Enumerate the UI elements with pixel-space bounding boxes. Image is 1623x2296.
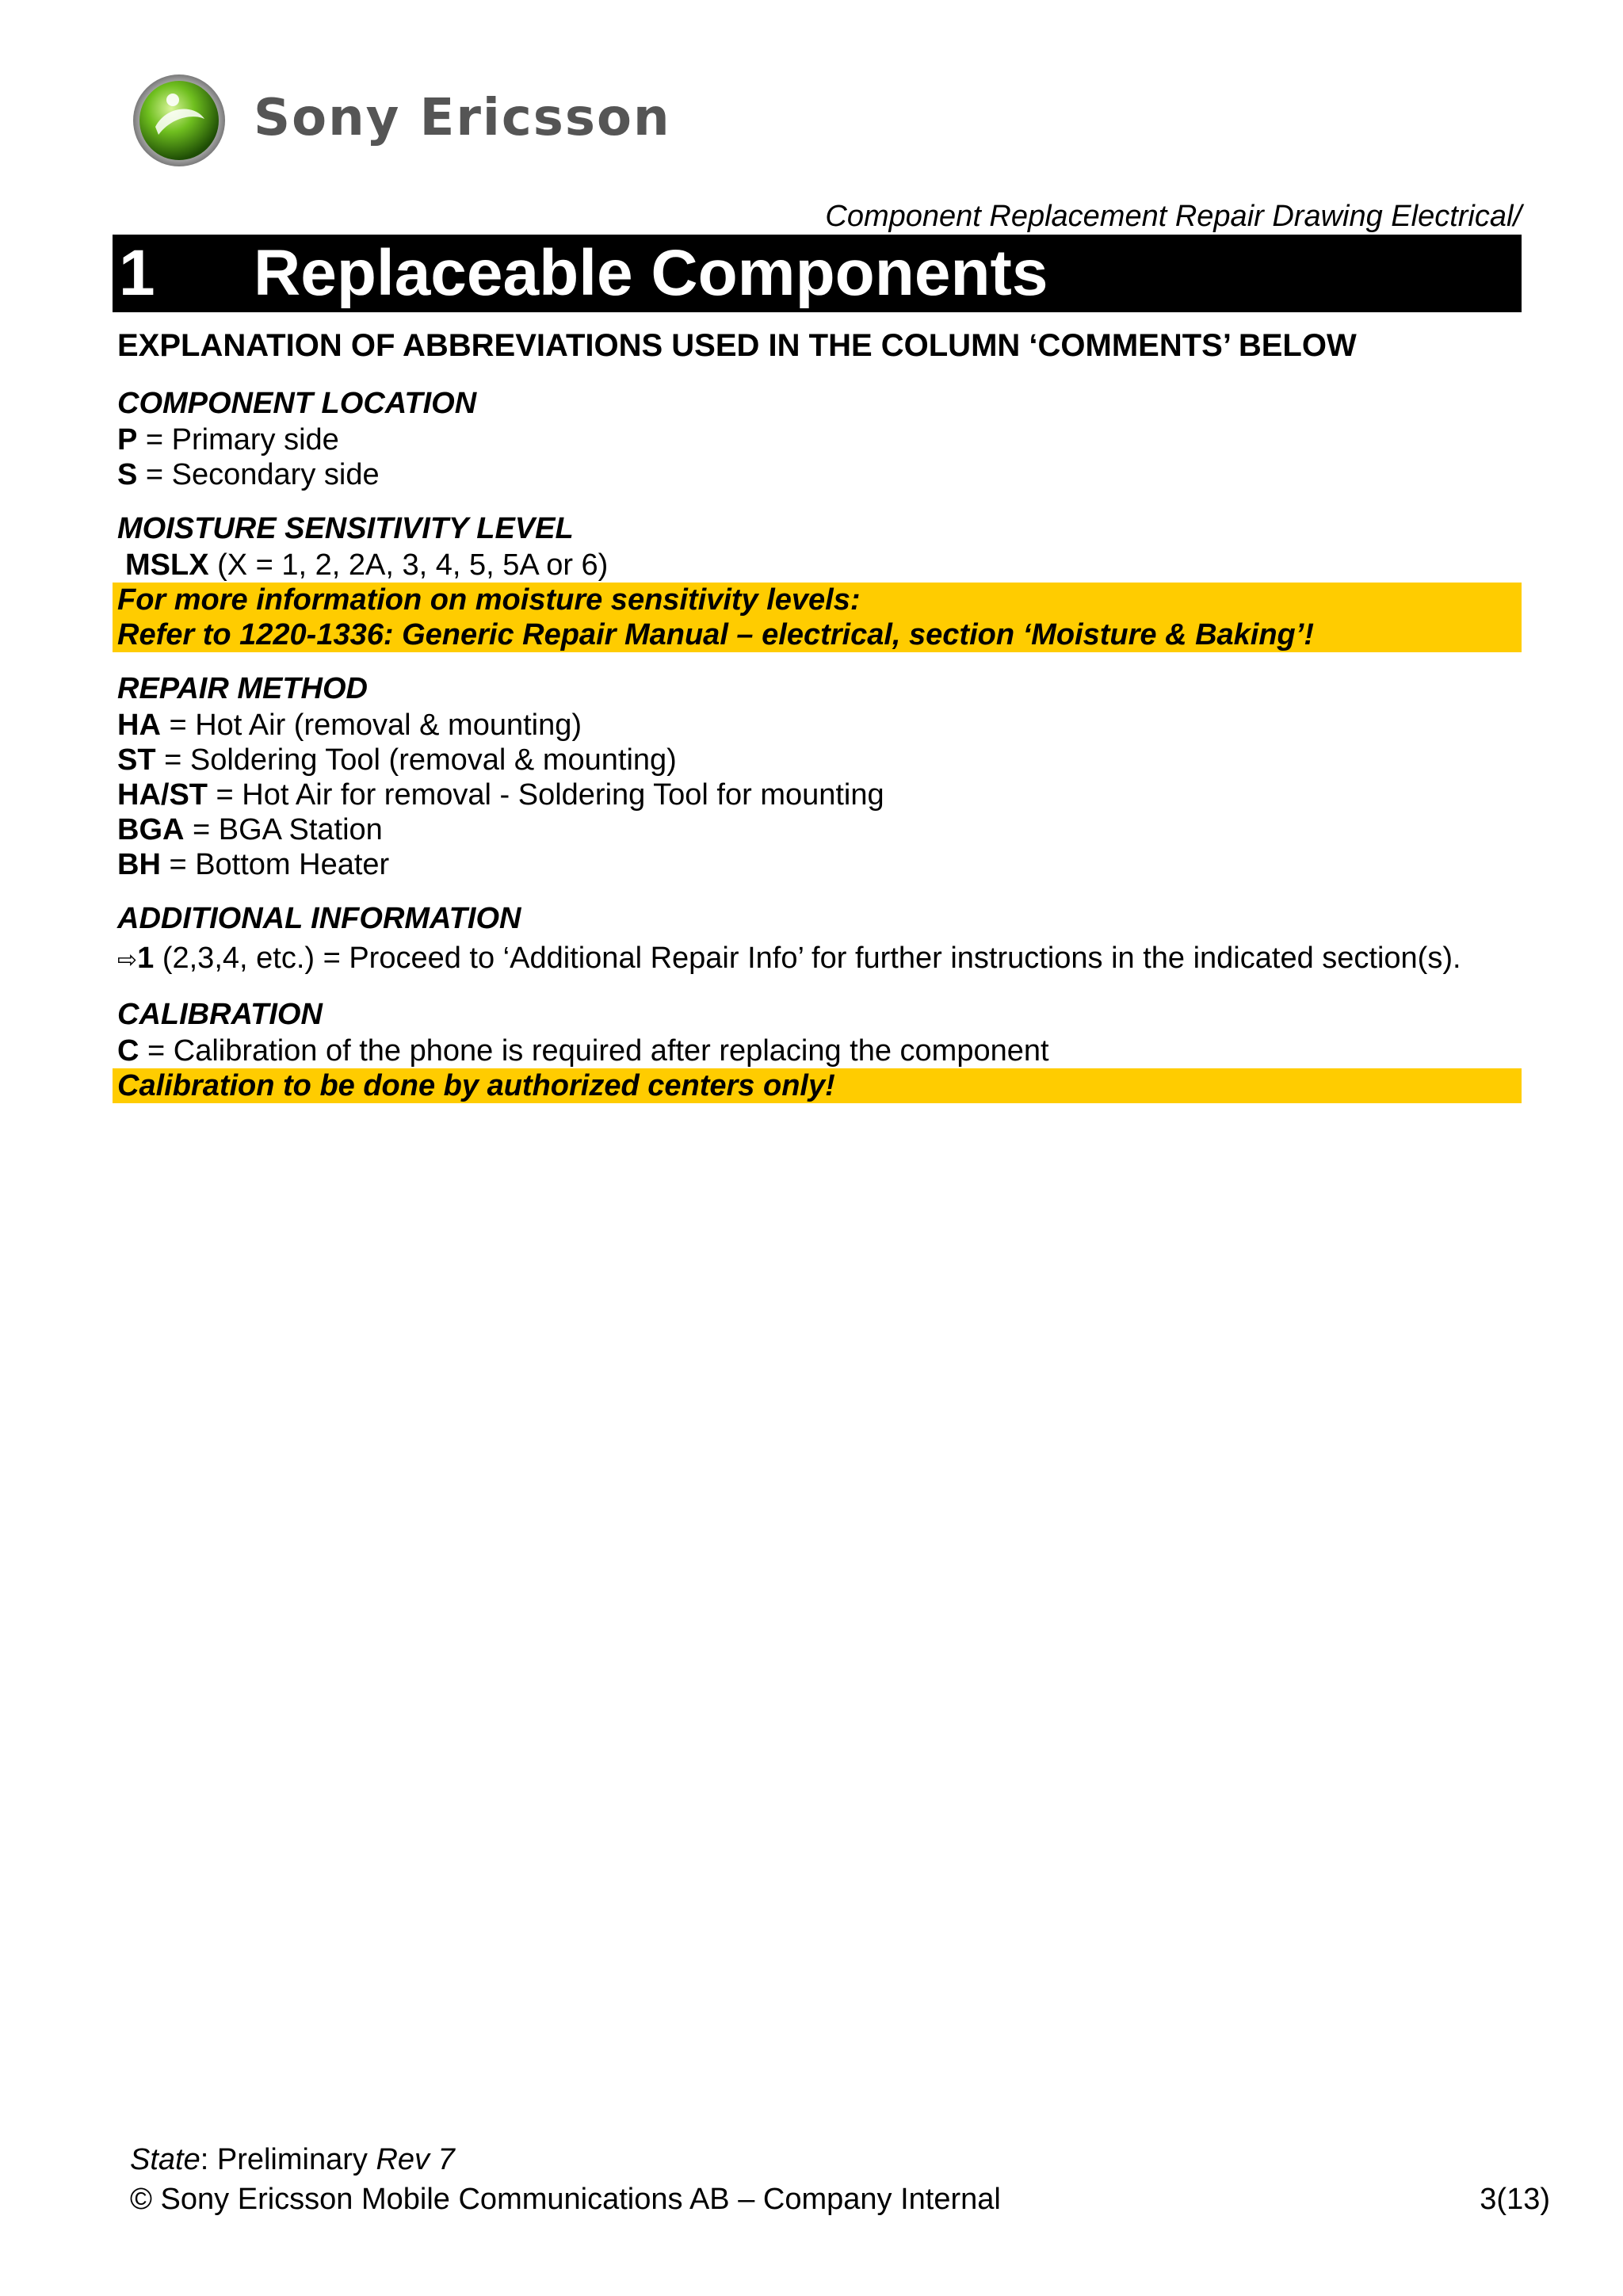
abbr-code: P bbox=[117, 423, 138, 457]
calibration-note bbox=[113, 1068, 1522, 1103]
calibration-group bbox=[117, 995, 1522, 1103]
state-value: : Preliminary bbox=[200, 2143, 376, 2176]
section-heading bbox=[113, 235, 1522, 312]
intro-heading: EXPLANATION OF ABBREVIATIONS USED IN THE COLUMN ‘COMMENTS’ BELOW bbox=[117, 328, 1357, 363]
repair-method-group bbox=[117, 670, 1522, 882]
moisture-group bbox=[117, 510, 1522, 652]
note-line: For more information on moisture sensitivity levels: bbox=[117, 583, 861, 617]
abbr-text: = BGA Station bbox=[184, 813, 383, 846]
abbr-text: = Hot Air (removal & mounting) bbox=[160, 709, 582, 742]
footer-copyright: © Sony Ericsson Mobile Communications AB – Company Internal bbox=[130, 2183, 1001, 2216]
note-line: Refer to 1220-1336: Generic Repair Manual – electrical, section ‘Moisture & Baking’! bbox=[117, 618, 1314, 651]
abbr-code: 1 bbox=[137, 942, 155, 975]
component-location-group bbox=[117, 384, 1522, 492]
abbr-code: HA/ST bbox=[117, 778, 208, 812]
list-item bbox=[117, 548, 1522, 583]
abbr-code: HA bbox=[117, 709, 161, 742]
abbr-text: = Soldering Tool (removal & mounting) bbox=[155, 743, 677, 777]
list-item bbox=[117, 941, 1522, 978]
document-subtitle: Component Replacement Repair Drawing Electrical/ bbox=[825, 200, 1522, 233]
abbr-text: = Bottom Heater bbox=[160, 848, 390, 881]
list-item bbox=[117, 708, 1522, 743]
abbr-text: (X = 1, 2, 2A, 3, 4, 5, 5A or 6) bbox=[208, 548, 609, 582]
state-label: State bbox=[130, 2143, 200, 2176]
list-item bbox=[117, 777, 1522, 812]
group-title: MOISTURE SENSITIVITY LEVEL bbox=[117, 512, 574, 545]
group-title: REPAIR METHOD bbox=[117, 672, 368, 705]
abbr-text: (2,3,4, etc.) = Proceed to ‘Additional Repair Info’ for further instructions in the indicated section(s). bbox=[154, 942, 1461, 975]
abbr-text: = Primary side bbox=[137, 423, 339, 457]
group-title: CALIBRATION bbox=[117, 998, 323, 1031]
abbr-code: MSLX bbox=[125, 548, 209, 582]
abbreviations-content bbox=[117, 328, 1522, 1121]
list-item bbox=[117, 743, 1522, 777]
list-item bbox=[117, 847, 1522, 882]
abbr-text: = Secondary side bbox=[137, 458, 380, 491]
abbr-code: S bbox=[117, 458, 138, 491]
section-number: 1 bbox=[119, 237, 155, 309]
group-title: COMPONENT LOCATION bbox=[117, 387, 477, 420]
list-item bbox=[117, 422, 1522, 457]
additional-info-group bbox=[117, 900, 1522, 978]
abbr-text: = Hot Air for removal - Soldering Tool for mounting bbox=[208, 778, 884, 812]
abbr-text: = Calibration of the phone is required after replacing the component bbox=[139, 1034, 1049, 1068]
revision: Rev 7 bbox=[376, 2143, 455, 2176]
moisture-note bbox=[113, 583, 1522, 652]
sony-ericsson-logo-icon bbox=[132, 73, 227, 168]
abbr-code: C bbox=[117, 1034, 139, 1068]
list-item bbox=[117, 457, 1522, 492]
abbr-code: BGA bbox=[117, 813, 185, 846]
abbr-code: BH bbox=[117, 848, 161, 881]
section-title: Replaceable Components bbox=[254, 237, 1048, 309]
brand-name: Sony Ericsson bbox=[254, 89, 671, 147]
list-item bbox=[117, 812, 1522, 847]
arrow-right-icon: ⇨ bbox=[117, 946, 138, 974]
list-item bbox=[117, 1033, 1522, 1068]
note-line: Calibration to be done by authorized centers only! bbox=[117, 1069, 835, 1102]
group-title: ADDITIONAL INFORMATION bbox=[117, 902, 521, 935]
abbr-code: ST bbox=[117, 743, 156, 777]
footer-state bbox=[130, 2143, 455, 2177]
page-number: 3(13) bbox=[1480, 2183, 1550, 2216]
